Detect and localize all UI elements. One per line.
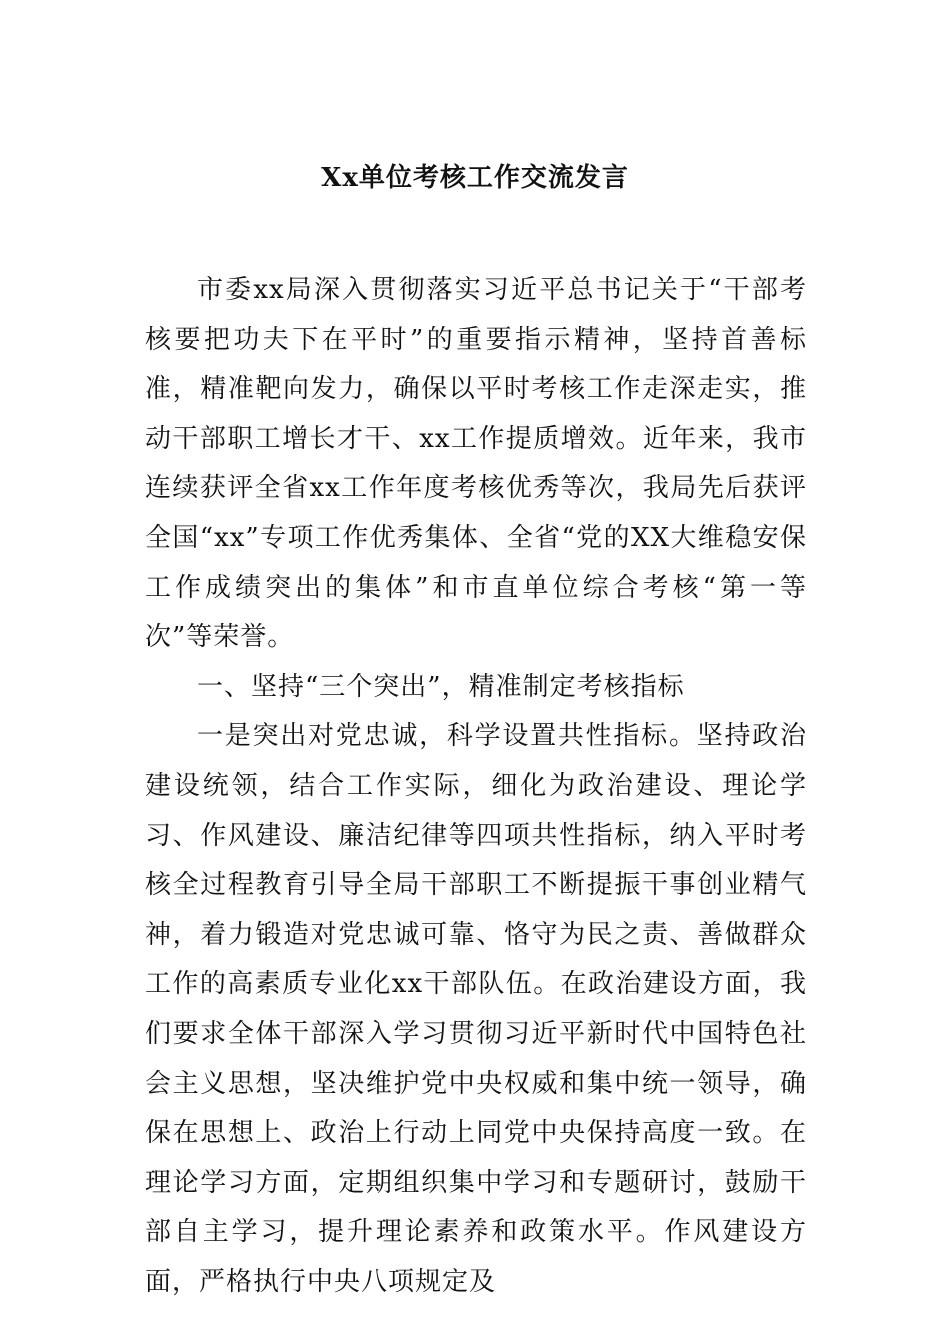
document-body bbox=[145, 266, 807, 1307]
intro-paragraph: 市委xx局深入贯彻落实习近平总书记关于“干部考核要把功夫下在平时”的重要指示精神，坚持首善标准，精准靶向发力，确保以平时考核工作走深走实，推动干部职工增长才干、xx工作提质增效。近年来，我市连续获评全省xx工作年度考核优秀等次，我局先后获评全国“xx”专项工作优秀集体、全省“党的XX大维稳安保工作成绩突出的集体”和市直单位综合考核“第一等次”等荣誉。 bbox=[145, 275, 807, 653]
document-title: Xx单位考核工作交流发言 bbox=[321, 163, 629, 193]
body-paragraph: 一是突出对党忠诚，科学设置共性指标。坚持政治建设统领，结合工作实际，细化为政治建设、理论学习、作风建设、廉洁纪律等四项共性指标，纳入平时考核全过程教育引导全局干部职工不断提振干事创业精气神，着力锻造对党忠诚可靠、恪守为民之责、善做群众工作的高素质专业化xx干部队伍。在政治建设方面，我们要求全体干部深入学习贯彻习近平新时代中国特色社会主义思想，坚决维护党中央权威和集中统一领导，确保在思想上、政治上行动上同党中央保持高度一致。在理论学习方面，定期组织集中学习和专题研讨，鼓励干部自主学习，提升理论素养和政策水平。作风建设方面，严格执行中央八项规定及 bbox=[145, 721, 807, 1297]
section-heading: 一、坚持“三个突出”，精准制定考核指标 bbox=[197, 671, 685, 702]
